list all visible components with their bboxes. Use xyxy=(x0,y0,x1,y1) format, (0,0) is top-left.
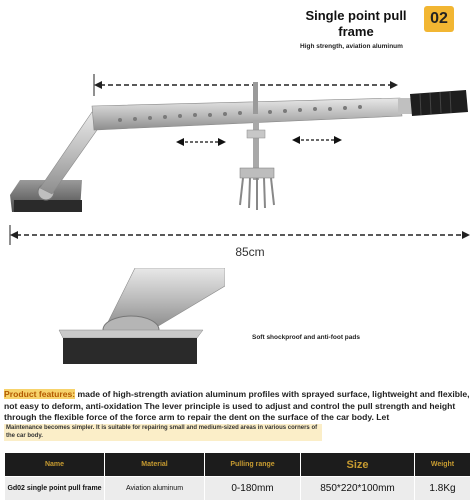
features-text: made of high-strength aviation aluminum profiles with sprayed surface, lightweight and flexible, not easy to deform, anti-oxidation The lever principle is used to adjust and control the pull strength and height through the flexible force of the force arm to repair the dent on the surface of the car body. Let xyxy=(4,389,470,422)
foot-pad-caption: Soft shockproof and anti-foot pads xyxy=(252,334,360,341)
header-pulling-range: Pulling range xyxy=(205,453,301,477)
features-label: Product features: xyxy=(4,389,76,399)
spec-table xyxy=(4,452,471,501)
header-size: Size xyxy=(301,453,415,477)
spec-table-row xyxy=(5,477,471,501)
cell-pulling-range: 0-180mm xyxy=(205,477,301,501)
claw-puller xyxy=(240,120,274,210)
header-name: Name xyxy=(5,453,105,477)
cell-material: Aviation aluminum xyxy=(105,477,205,501)
main-beam xyxy=(92,98,402,130)
cell-weight: 1.8Kg xyxy=(415,477,471,501)
product-subtitle: High strength, aviation aluminum xyxy=(300,43,403,50)
maintenance-note: Maintenance becomes simpler. It is suitable for repairing small and medium-sized areas in various corners of the car body. xyxy=(4,424,322,441)
handle-grip xyxy=(398,90,468,116)
top-length-arrow xyxy=(94,74,398,96)
pull-frame-illustration xyxy=(0,60,474,250)
overall-length-arrow xyxy=(10,225,470,245)
foot-pad-detail-image xyxy=(45,268,225,378)
header-material: Material xyxy=(105,453,205,477)
section-number-badge: 02 xyxy=(424,6,454,32)
cell-size: 850*220*100mm xyxy=(301,477,415,501)
cell-name: Gd02 single point pull frame xyxy=(5,477,105,501)
product-features xyxy=(4,389,470,424)
spec-table-header xyxy=(5,453,471,477)
overall-length-label: 85cm xyxy=(235,245,265,259)
product-title: Single point pull frame xyxy=(305,8,407,39)
header-weight: Weight xyxy=(415,453,471,477)
